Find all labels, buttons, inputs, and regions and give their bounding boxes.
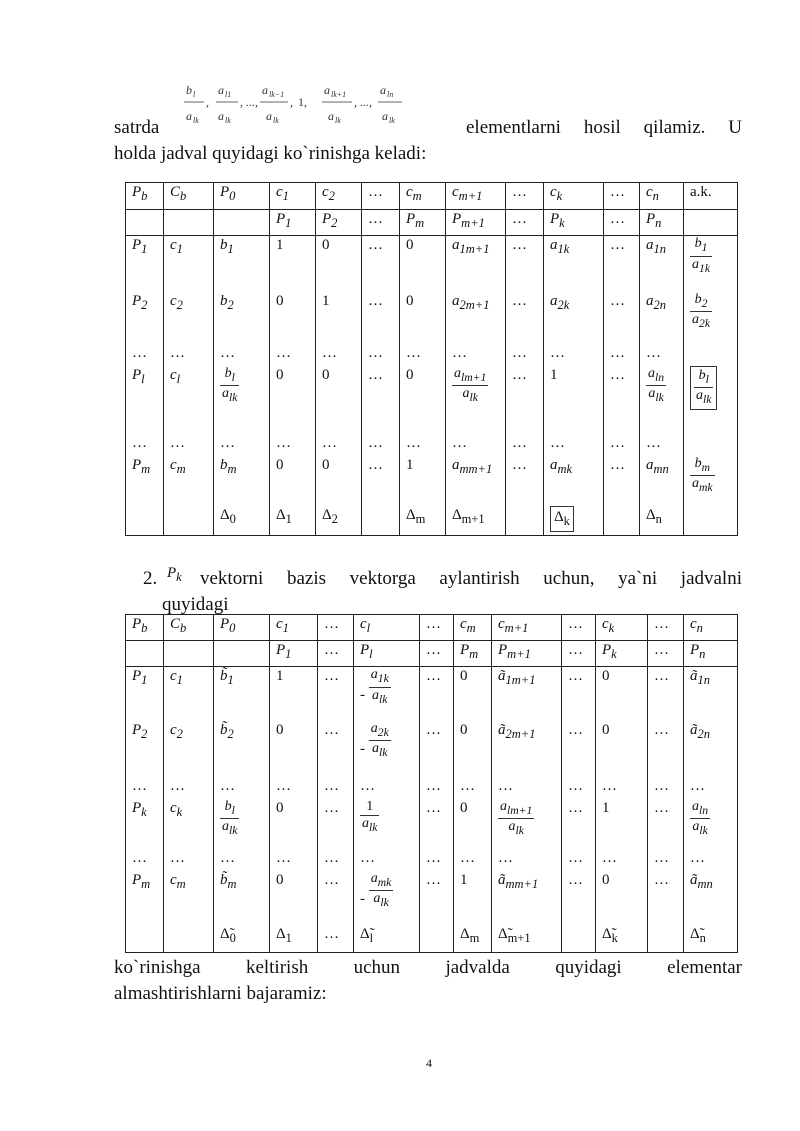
t1-h-Pm1: $P_{m+1}$ — [446, 210, 506, 236]
table1-header-row-1 — [126, 183, 738, 210]
simplex-table-2 — [125, 614, 738, 953]
closing-line2: almashtirishlarni bajaramiz: — [114, 983, 327, 1004]
ratio-1: $\frac{b_1}{a_{1k}}$ — [692, 236, 711, 275]
item2-symbol: $P_k$ — [167, 565, 182, 584]
table2-delta-row: $\Deltã_0$ $\Delta_1$ … $\Deltã_l$ $\Delta_m$ $\Deltã_{m+1}$ $\Deltã_k$ $\Deltã_n$ — [126, 925, 738, 953]
t1-h-Pk: $P_k$ — [544, 210, 604, 236]
t1-h-pb: $P_b$ — [126, 183, 164, 210]
intro-line2: holda jadval quyidagi ko`rinishga keladi: — [114, 143, 427, 164]
table2-header-row-2: $P_1$ … $P_l$ … $P_m$ $P_{m+1}$ … $P_k$ … $P_n$ — [126, 641, 738, 667]
simplex-table-1 — [125, 182, 738, 536]
table-row: $P_1$ $c_1$ $b_1$ 1 0 … 0 $a_{1m+1}$ … $a_{1k}$ … $a_{1n}$ $\frac{b_1}{a_{1k}}$ — [126, 236, 738, 292]
table-row: $P_k$ $c_k$ $\frac{b_l}{a_{lk}}$ 0 … $\frac{1}{a_{lk}}$ … 0 $\frac{a_{lm+1}}{a_{lk}}$ … 1 … $\frac{a_{ln}}{a_{lk}}$ — [126, 799, 738, 849]
page-number: 4 — [426, 1056, 432, 1070]
min-ratio-box: $\frac{b_l}{a_{lk}}$ — [690, 366, 717, 411]
intro-continuation: elementlarni hosil qilamiz. U — [466, 117, 742, 138]
svg-text:a: a — [328, 109, 334, 123]
ratio-2: $\frac{b_2}{a_{2k}}$ — [692, 291, 711, 331]
svg-text:l1: l1 — [225, 90, 232, 99]
svg-text:a: a — [382, 109, 388, 123]
t1-h-P2: $P_2$ — [316, 210, 362, 236]
t1-h-dots3: … — [604, 183, 640, 210]
table-row: $P_2$ $c_2$ $b̃_2$ 0 … - $\frac{a_{2k}}{a_{lk}}$ … 0 $ã_{2m+1}$ … 0 … $ã_{2n}$ — [126, 721, 738, 777]
t1-h-ak: a.k. — [684, 183, 738, 210]
svg-text:, ...,: , ..., — [354, 95, 372, 109]
svg-text:ln: ln — [387, 90, 394, 99]
item2-line2: quyidagi — [162, 594, 229, 615]
svg-text:lk: lk — [389, 116, 395, 125]
item2-number: 2. — [143, 568, 158, 589]
table-row: … … … … … … … … … … … … — [126, 434, 738, 456]
t1-h-Pm: $P_m$ — [400, 210, 446, 236]
t1-h-dots2: … — [506, 183, 544, 210]
t1-h-c1: $c_1$ — [270, 183, 316, 210]
closing-line1: ko`rinishga keltirish uchun jadvalda quyidagi elementar — [114, 957, 742, 978]
svg-text:, ...,: , ..., — [240, 95, 258, 109]
svg-text:,: , — [206, 95, 209, 109]
table-row: … … … … … … … … … … … … … — [126, 849, 738, 871]
svg-text:a: a — [380, 83, 386, 97]
t1-h-Pn: $P_n$ — [640, 210, 684, 236]
t1-h-c2: $c_2$ — [316, 183, 362, 210]
svg-text:a: a — [324, 83, 330, 97]
intro-formula — [182, 80, 442, 136]
svg-text:lk−1: lk−1 — [269, 90, 285, 99]
table-row: … … … … … … … … … … … … — [126, 344, 738, 366]
table-row: $P_2$ $c_2$ $b_2$ 0 1 … 0 $a_{2m+1}$ … $a_{2k}$ … $a_{2n}$ $\frac{b_2}{a_{2k}}$ — [126, 292, 738, 344]
svg-text:,: , — [290, 95, 293, 109]
svg-text:l: l — [193, 90, 196, 99]
table-row: … … … … … … … … … … … … … — [126, 777, 738, 799]
pivot-delta-box: $\Delta_k$ — [550, 506, 574, 532]
t1-h-P1: $P_1$ — [270, 210, 316, 236]
svg-text:b: b — [186, 83, 192, 97]
svg-text:lk: lk — [193, 116, 199, 125]
table-row: $P_m$ $c_m$ $b̃_m$ 0 … - $\frac{a_{mk}}{a_{lk}}$ … 1 $ã_{mm+1}$ … 0 … $ã_{mn}$ — [126, 871, 738, 925]
intro-word-satrda: satrda — [114, 117, 160, 138]
svg-text:lk: lk — [273, 116, 279, 125]
t1-h-cm: $c_m$ — [400, 183, 446, 210]
t1-h-cb: $C_b$ — [164, 183, 214, 210]
table1-delta-row: $\Delta_0$ $\Delta_1$ $\Delta_2$ $\Delta_m$ $\Delta_{m+1}$ $\Delta_k$ $\Delta_n$ — [126, 506, 738, 536]
svg-text:lk: lk — [225, 116, 231, 125]
svg-text:lk+1: lk+1 — [331, 90, 347, 99]
fraction-sequence-formula — [182, 80, 452, 132]
svg-text:a: a — [262, 83, 268, 97]
t1-h-cm1: $c_{m+1}$ — [446, 183, 506, 210]
table-row: $P_m$ $c_m$ $b_m$ 0 0 … 1 $a_{mm+1}$ … $a_{mk}$ … $a_{mn}$ $\frac{b_m}{a_{mk}}$ — [126, 456, 738, 506]
item2-text: vektorni bazis vektorga aylantirish uchun, ya`ni jadvalni — [200, 568, 742, 589]
table2-header-row-1: $P_b$ $C_b$ $P_0$ $c_1$ … $c_l$ … $c_m$ $c_{m+1}$ … $c_k$ … $c_n$ — [126, 615, 738, 641]
table1-header-row-2: $P_1$ $P_2$ … $P_m$ $P_{m+1}$ … $P_k$ … $P_n$ — [126, 210, 738, 236]
table-row: $P_l$ $c_l$ $\frac{b_l}{a_{lk}}$ 0 0 … 0 $\frac{a_{lm+1}}{a_{lk}}$ … 1 … $\frac{a_{ln}}{a_{lk}}$ $\frac{b_l}{a_{lk}}$ — [126, 366, 738, 434]
table-row: $P_1$ $c_1$ $b̃_1$ 1 … - $\frac{a_{1k}}{a_{lk}}$ … 0 $ã_{1m+1}$ … 0 … $ã_{1n}$ — [126, 667, 738, 721]
t1-h-dots1: … — [362, 183, 400, 210]
t1-h-cn: $c_n$ — [640, 183, 684, 210]
svg-text:a: a — [186, 109, 192, 123]
t1-h-p0: $P_0$ — [214, 183, 270, 210]
t1-h-ck: $c_k$ — [544, 183, 604, 210]
svg-text:1,: 1, — [298, 95, 307, 109]
svg-text:a: a — [218, 109, 224, 123]
svg-text:a: a — [266, 109, 272, 123]
svg-text:lk: lk — [335, 116, 341, 125]
svg-text:a: a — [218, 83, 224, 97]
